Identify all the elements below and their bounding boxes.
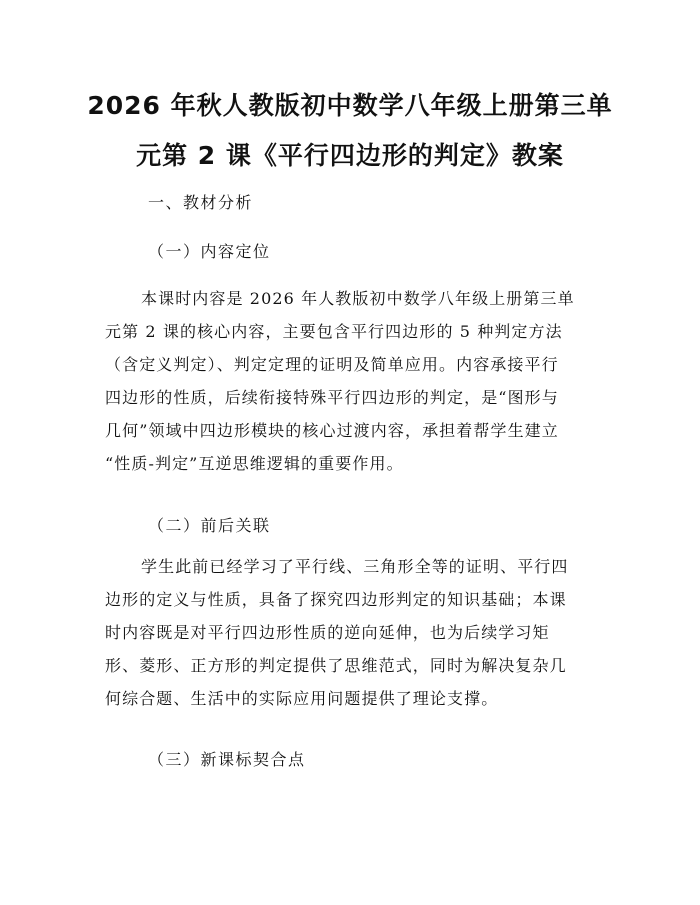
paragraph-line: 边形的定义与性质，具备了探究四边形判定的知识基础；本课	[105, 590, 567, 609]
paragraph-line: （含定义判定）、判定定理的证明及简单应用。内容承接平行	[105, 355, 559, 374]
paragraph-line: 四边形的性质，后续衔接特殊平行四边形的判定，是“图形与	[105, 388, 559, 407]
subsection-heading-content-positioning: （一）内容定位	[148, 242, 271, 261]
section-heading-textbook-analysis: 一、教材分析	[148, 193, 254, 212]
paragraph-line: 形、菱形、正方形的判定提供了思维范式，同时为解决复杂几	[105, 656, 567, 675]
paragraph-line: 元第 2 课的核心内容，主要包含平行四边形的 5 种判定方法	[105, 322, 563, 341]
subsection-heading-connections: （二）前后关联	[148, 516, 271, 535]
paragraph-line: 本课时内容是 2026 年人教版初中数学八年级上册第三单	[141, 289, 575, 308]
paragraph-line: 时内容既是对平行四边形性质的逆向延伸，也为后续学习矩	[105, 623, 550, 642]
document-title-line-1: 2026 年秋人教版初中数学八年级上册第三单	[87, 91, 613, 120]
paragraph-content-positioning	[105, 282, 605, 480]
paragraph-line: 学生此前已经学习了平行线、三角形全等的证明、平行四	[141, 557, 569, 576]
document-title-line-2: 元第 2 课《平行四边形的判定》教案	[136, 141, 564, 170]
subsection-heading-curriculum-alignment: （三）新课标契合点	[148, 750, 306, 769]
paragraph-line: 几何”领域中四边形模块的核心过渡内容，承担着帮学生建立	[105, 421, 559, 440]
paragraph-line: “性质-判定”互逆思维逻辑的重要作用。	[105, 454, 404, 473]
paragraph-connections	[105, 550, 605, 715]
paragraph-line: 何综合题、生活中的实际应用问题提供了理论支撑。	[105, 689, 499, 708]
